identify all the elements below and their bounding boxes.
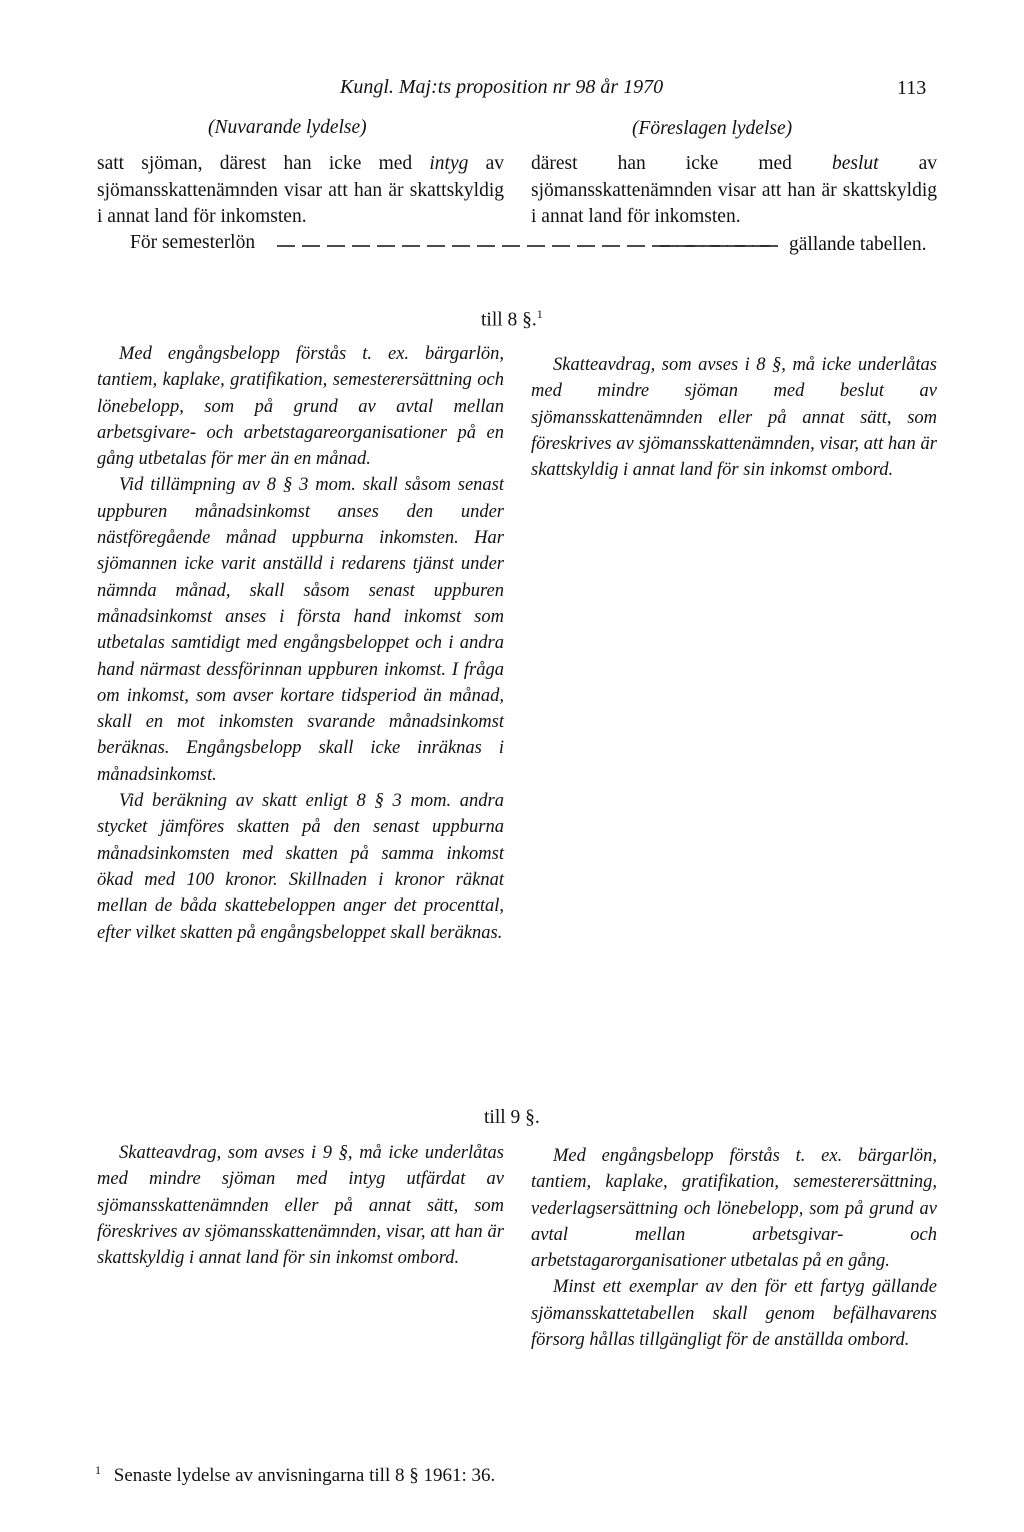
elision-dashes-right: [660, 236, 780, 256]
proposed-text-emphasis: beslut: [831, 153, 879, 174]
left-column-heading: (Nuvarande lydelse): [208, 117, 367, 138]
current-text-part: av sjömansskattenämnden visar att han är skattskyldig i annat land för inkomsten.: [97, 153, 504, 227]
paragraph: Med engångsbelopp förstås t. ex. bärgarlön, tantiem, kaplake, gratifikation, semesterersättning, vederlagsersättning och lönebelopp, som på grund av avtal mellan arbetsgivar- och arbetstagarorganisationer utbetalas på en gång.: [531, 1146, 937, 1272]
section-9-current-text: [97, 1140, 504, 1271]
proposed-text-part: därest han icke med: [531, 153, 832, 174]
proposed-text-part: av sjömansskattenämnden visar att han är skattskyldig i annat land för inkomsten.: [531, 153, 937, 227]
section-8-heading: [481, 307, 543, 332]
section-8-current-text: [97, 341, 504, 946]
running-title: Kungl. Maj:ts proposition nr 98 år 1970: [340, 76, 664, 98]
right-column-heading: (Föreslagen lydelse): [632, 118, 793, 139]
footnote-mark: 1: [95, 1463, 101, 1477]
paragraph: Skatteavdrag, som avses i 8 §, må icke underlåtas med mindre sjöman med beslut av sjömansskattenämnden eller på annat sätt, som föreskrives av sjömansskattenämnden, visar, att han är skattskyldig i annat land för sin inkomst ombord.: [531, 355, 937, 481]
section-9-heading: till 9 §.: [484, 1107, 540, 1128]
semester-end-text: gällande tabellen.: [789, 234, 927, 255]
current-text-paragraph: [97, 151, 504, 231]
footnote-text: Senaste lydelse av anvisningarna till 8 § 1961: 36.: [113, 1465, 496, 1487]
page-number: 113: [897, 77, 927, 99]
section-8-heading-text: till 8 §.: [481, 309, 537, 331]
proposed-text-paragraph: [531, 151, 937, 231]
paragraph: Minst ett exemplar av den för ett fartyg gällande sjömansskattetabellen skall genom befälhavarens försorg hållas tillgängligt för de anställda ombord.: [531, 1277, 937, 1351]
footnote-reference: 1: [536, 307, 543, 321]
paragraph: Vid beräkning av skatt enligt 8 § 3 mom. andra stycket jämföres skatten på den senast uppburna månadsinkomsten med skatten på samma inkomst ökad med 100 kronor. Skillnaden i kronor räknat mellan de båda skattebeloppen anger det procenttal, efter vilket skatten på engångsbeloppet skall beräknas.: [97, 791, 504, 943]
section-9-proposed-text: [531, 1143, 937, 1353]
paragraph: Skatteavdrag, som avses i 9 §, må icke underlåtas med mindre sjöman med intyg utfärdat av sjömansskattenämnden eller på annat sätt, som föreskrives av sjömansskattenämnden, visar, att han är skattskyldig i annat land för sin inkomst ombord.: [97, 1143, 504, 1269]
current-text-emphasis: intyg: [429, 153, 469, 174]
current-text-part: satt sjöman, därest han icke med: [97, 153, 430, 174]
paragraph: Vid tillämpning av 8 § 3 mom. skall såsom senast uppburen månadsinkomst anses den under nästföregående månad uppburna inkomsten. Har sjömannen icke varit anställd i redarens tjänst under nämnda månad, skall såsom senast uppburen månadsinkomst anses i första hand inkomst som utbetalas samtidigt med engångsbeloppet och i andra hand närmast dessförinnan uppburen inkomst. I fråga om inkomst, som avser kortare tidsperiod än månad, skall en mot inkomsten svarande månadsinkomst beräknas. Engångsbelopp skall icke inräknas i månadsinkomst.: [97, 475, 504, 785]
paragraph: Med engångsbelopp förstås t. ex. bärgarlön, tantiem, kaplake, gratifikation, semesterersättning och lönebelopp, som på grund av avtal mellan arbetsgivare- och arbetstagareorganisationer på en gång utbetalas för mer än en månad.: [97, 344, 504, 470]
section-8-proposed-text: [531, 352, 937, 483]
footnote: [95, 1463, 495, 1487]
semester-start-text: För semesterlön: [130, 232, 256, 253]
semester-row: [130, 232, 940, 260]
